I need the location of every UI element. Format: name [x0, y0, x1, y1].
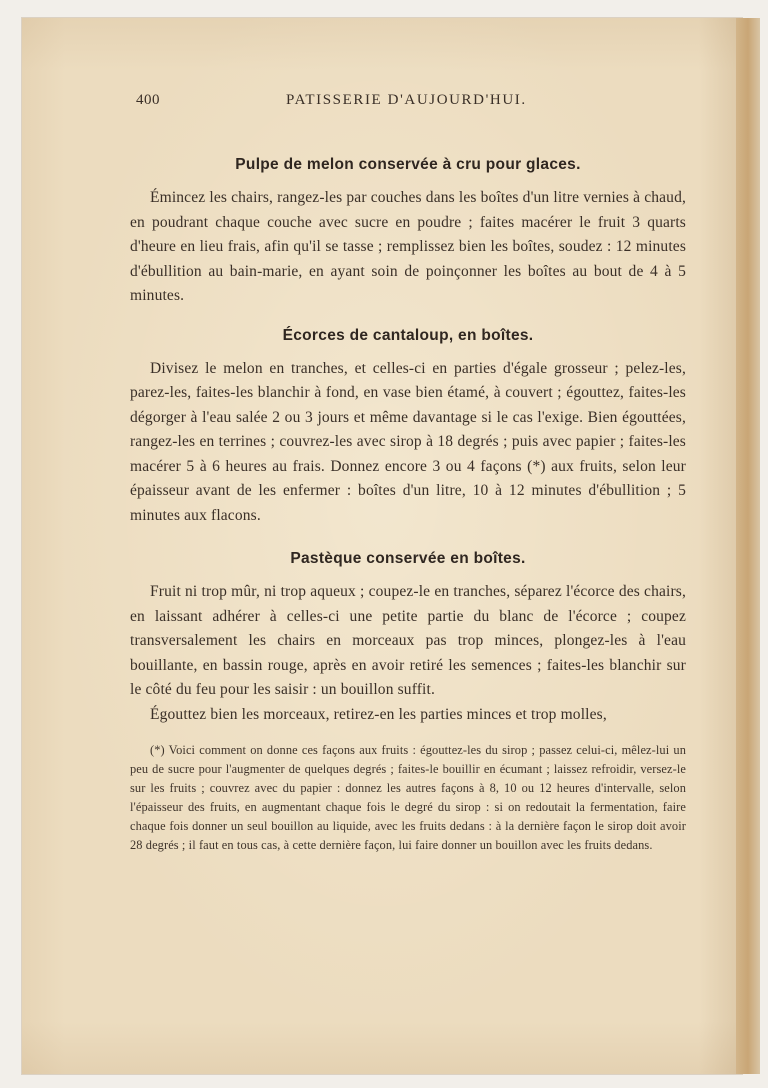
section-title-cantaloupe-rinds: Écorces de cantaloup, en boîtes.	[282, 326, 534, 344]
paragraph-cantaloupe-rinds: Divisez le melon en tranches, et celles-ci en parties d'égale grosseur ; pelez-les, parez-les, faites-les blanchir à fond, en vase bien étamé, à couvert ; égouttez, faites-les dégorger à l'eau salée 2 ou 3 jours et même davantage si le cas l'exige. Bien égouttées, rangez-les en terrines ; couvrez-les avec sirop à 18 degrés ; puis avec papier ; faites-les macérer 5 à 6 heures au frais. Donnez encore 3 ou 4 façons (*) aux fruits, selon leur épaisseur avant de les enfermer : boîtes d'un litre, 10 à 12 minutes d'ébullition ; 5 minutes aux flacons.	[130, 359, 686, 524]
footnote: (*) Voici comment on donne ces façons aux fruits : égouttez-les du sirop ; passez celui-ci, mêlez-lui un peu de sucre pour l'augmenter de quelques degrés ; faites-le bouillir en écumant ; laissez refroidir, versez-le sur les fruits ; couvrez avec du papier : donnez les autres façons à 8, 10 ou 12 heures d'intervalle, selon l'épaisseur des fruits, en augmentant chaque fois le degré du sirop : si on redoutait la fermentation, faire chaque fois donner un seul bouillon au liquide, avec les fruits dedans : à la dernière façon le sirop doit avoir 28 degrés ; il faut en tous cas, à cette dernière façon, lui faire donner un bouillon avec les fruits dedans.	[130, 743, 686, 852]
running-head	[136, 92, 606, 114]
paragraph-watermelon-1: Fruit ni trop mûr, ni trop aqueux ; coupez-le en tranches, séparez l'écorce des chairs, en laissant adhérer à celles-ci une petite partie du blanc de l'écorce ; coupez transversalement les chairs en morceaux pas trop minces, plongez-les à l'eau bouillante, en bassin rouge, après en avoir retiré les semences ; faites-les blanchir sur le côté du feu pour les saisir : un bouillon suffit.	[130, 583, 686, 698]
paragraph-watermelon-2: Égouttez bien les morceaux, retirez-en les parties minces et trop molles,	[150, 705, 607, 723]
page-number: 400	[136, 92, 160, 108]
section-title-watermelon: Pastèque conservée en boîtes.	[290, 550, 526, 567]
section-title-melon-pulp: Pulpe de melon conservée à cru pour glaces.	[235, 156, 581, 173]
page-body	[130, 150, 686, 867]
running-title: PATISSERIE D'AUJOURD'HUI.	[286, 92, 527, 108]
paragraph-melon-pulp: Émincez les chairs, rangez-les par couches dans les boîtes d'un litre vernies à chaud, en poudrant chaque couche avec sucre en poudre ; faites macérer le fruit 3 quarts d'heure en lieu frais, afin qu'il se tasse ; remplissez bien les boîtes, soudez : 12 minutes d'ébullition au bain-marie, en ayant soin de poinçonner les boîtes au bout de 4 à 5 minutes.	[130, 189, 686, 304]
page-gutter	[736, 18, 760, 1074]
